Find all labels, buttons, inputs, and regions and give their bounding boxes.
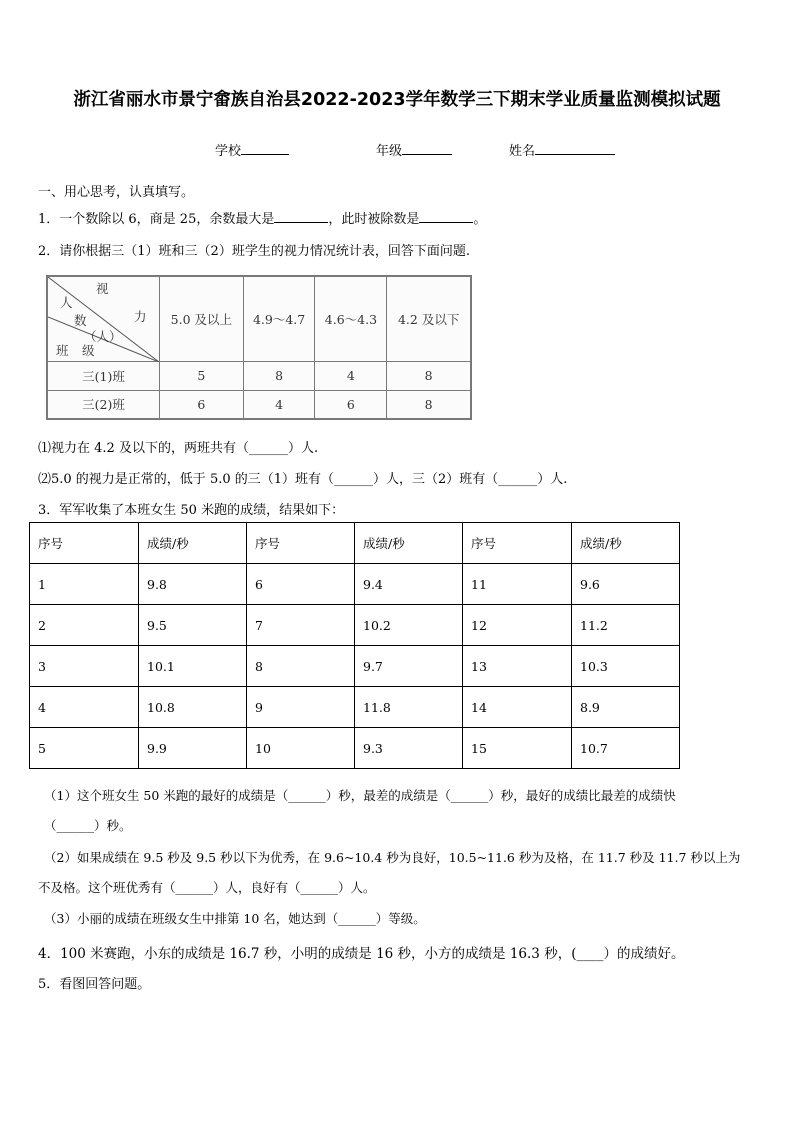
question-3-1-line-b: （______）秒。 — [44, 818, 132, 833]
table-cell: 12 — [463, 605, 572, 646]
table-row — [30, 728, 680, 769]
q1-blank-remainder[interactable] — [274, 210, 328, 223]
table-cell: 10 — [247, 728, 355, 769]
diag-vision-2: 力 — [134, 309, 147, 324]
q1-text-c: 。 — [473, 212, 487, 227]
question-3-3: （3）小丽的成绩在班级女生中排第 10 名，她达到（______）等级。 — [44, 911, 426, 926]
table-cell: 11.2 — [572, 605, 680, 646]
diag-person-paren: （人） — [84, 329, 122, 344]
question-2: 2．请你根据三（1）班和三（2）班学生的视力情况统计表，回答下面问题. — [38, 244, 470, 259]
grade-field — [376, 140, 452, 159]
table-cell: 10.7 — [572, 728, 680, 769]
q1-text-a: 1．一个数除以 6，商是 25，余数最大是 — [38, 212, 275, 227]
vision-header-4: 4.2 及以下 — [387, 277, 471, 362]
table-cell: 8 — [247, 646, 355, 687]
scores-header: 成绩/秒 — [355, 523, 463, 564]
diag-people: 人 — [60, 295, 73, 310]
diag-vision-1: 视 — [96, 281, 109, 296]
table-cell: 4 — [30, 687, 139, 728]
table-cell: 9.9 — [139, 728, 247, 769]
vision-header-3: 4.6～4.3 — [315, 277, 387, 362]
question-4: 4．100 米赛跑，小东的成绩是 16.7 秒，小明的成绩是 16 秒，小方的成绩是 16.3 秒，(____）的成绩好。 — [38, 946, 685, 962]
table-cell: 3 — [30, 646, 139, 687]
table-cell: 5 — [30, 728, 139, 769]
section-heading: 一、用心思考，认真填写。 — [38, 185, 195, 200]
question-3-2-line-b: 不及格。这个班优秀有（______）人，良好有（______）人。 — [38, 880, 376, 895]
school-label: 学校 — [215, 144, 242, 159]
q1-text-b: ，此时被除数是 — [328, 212, 420, 227]
table-row — [30, 646, 680, 687]
table-cell: 10.1 — [139, 646, 247, 687]
school-blank[interactable] — [241, 142, 289, 155]
name-field — [509, 140, 615, 159]
table-cell: 8.9 — [572, 687, 680, 728]
table-cell: 2 — [30, 605, 139, 646]
table-cell: 10.8 — [139, 687, 247, 728]
question-1 — [38, 208, 486, 227]
table-cell: 9 — [247, 687, 355, 728]
table-cell: 10.3 — [572, 646, 680, 687]
table-cell: 10.2 — [355, 605, 463, 646]
vision-cell: 8 — [243, 362, 315, 391]
vision-cell: 4 — [243, 390, 315, 419]
vision-row-label: 三(2)班 — [48, 390, 160, 419]
vision-cell: 5 — [160, 362, 244, 391]
name-blank[interactable] — [535, 142, 615, 155]
question-2-2: ⑵5.0 的视力是正常的，低于 5.0 的三（1）班有（______）人，三（2）班有（______）人. — [38, 472, 568, 487]
table-cell: 9.6 — [572, 564, 680, 605]
diag-count: 数 — [74, 313, 87, 328]
table-cell: 1 — [30, 564, 139, 605]
table-cell: 9.3 — [355, 728, 463, 769]
diag-class-1: 班 — [56, 343, 69, 358]
table-row — [30, 687, 680, 728]
table-cell: 7 — [247, 605, 355, 646]
q1-blank-dividend[interactable] — [419, 210, 473, 223]
vision-cell: 4 — [315, 362, 387, 391]
table-cell: 6 — [247, 564, 355, 605]
diagonal-header-cell — [48, 277, 160, 362]
page-title: 浙江省丽水市景宁畲族自治县2022-2023学年数学三下期末学业质量监测模拟试题 — [73, 90, 721, 110]
vision-table — [46, 275, 472, 420]
grade-blank[interactable] — [402, 142, 452, 155]
vision-header-2: 4.9～4.7 — [243, 277, 315, 362]
question-3-1-line-a: （1）这个班女生 50 米跑的最好的成绩是（______）秒，最差的成绩是（______）秒，最好的成绩比最差的成绩快 — [44, 788, 676, 803]
question-3-2-line-a: （2）如果成绩在 9.5 秒及 9.5 秒以下为优秀，在 9.6~10.4 秒为良好，10.5~11.6 秒为及格，在 11.7 秒及 11.7 秒以上为 — [44, 850, 741, 865]
scores-header: 序号 — [247, 523, 355, 564]
vision-row — [48, 362, 471, 391]
question-2-1: ⑴视力在 4.2 及以下的，两班共有（______）人. — [38, 441, 319, 456]
table-cell: 14 — [463, 687, 572, 728]
school-field — [215, 140, 289, 159]
grade-label: 年级 — [376, 144, 403, 159]
table-cell: 9.5 — [139, 605, 247, 646]
diag-class-2: 级 — [82, 343, 95, 358]
table-cell: 9.7 — [355, 646, 463, 687]
table-cell: 13 — [463, 646, 572, 687]
table-cell: 9.8 — [139, 564, 247, 605]
table-cell: 15 — [463, 728, 572, 769]
vision-cell: 8 — [387, 362, 471, 391]
vision-cell: 8 — [387, 390, 471, 419]
vision-row — [48, 390, 471, 419]
vision-row-label: 三(1)班 — [48, 362, 160, 391]
scores-header: 成绩/秒 — [139, 523, 247, 564]
vision-cell: 6 — [315, 390, 387, 419]
table-row — [30, 605, 680, 646]
scores-header-row — [30, 523, 680, 564]
scores-header: 序号 — [30, 523, 139, 564]
table-cell: 11 — [463, 564, 572, 605]
scores-header: 成绩/秒 — [572, 523, 680, 564]
scores-table — [29, 522, 680, 769]
vision-cell: 6 — [160, 390, 244, 419]
scores-header: 序号 — [463, 523, 572, 564]
table-cell: 11.8 — [355, 687, 463, 728]
vision-header-1: 5.0 及以上 — [160, 277, 244, 362]
name-label: 姓名 — [509, 144, 536, 159]
table-row — [30, 564, 680, 605]
question-5: 5．看图回答问题。 — [38, 977, 151, 992]
table-cell: 9.4 — [355, 564, 463, 605]
question-3: 3．军军收集了本班女生 50 米跑的成绩，结果如下： — [38, 503, 345, 518]
